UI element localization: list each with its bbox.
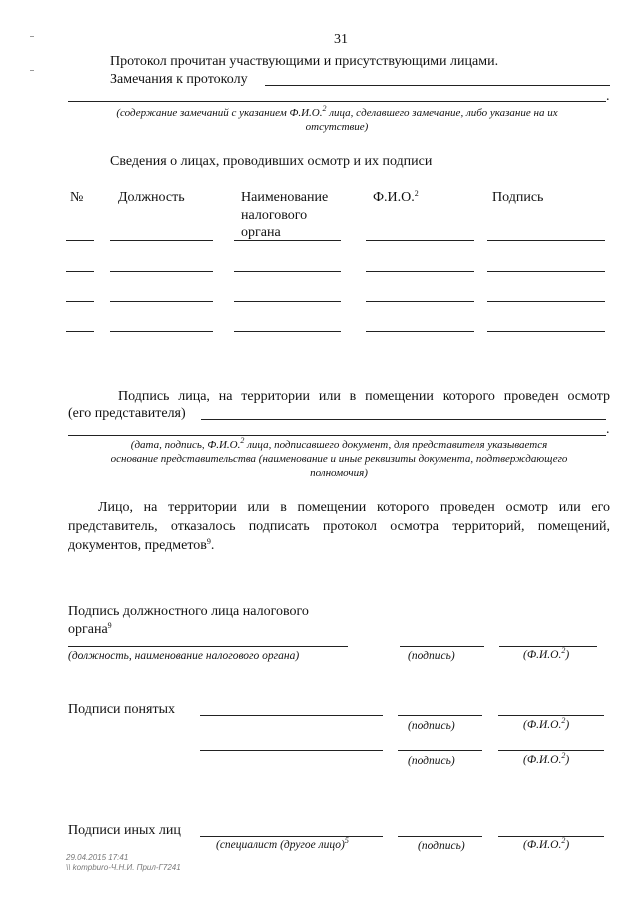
official-signature-line xyxy=(400,646,484,647)
cell-line xyxy=(487,271,605,272)
cell-line xyxy=(110,301,213,302)
column-number: № xyxy=(70,190,84,205)
other-person-signature-line xyxy=(398,836,482,837)
cell-line xyxy=(366,240,474,241)
remarks-caption: (содержание замечаний с указанием Ф.И.О.$^2$ лица, сделавшего замечание, либо указание на их отсутствие) xyxy=(116,104,558,133)
other-person-specialist-caption: (специалист (другое лицо)$^5$ xyxy=(216,836,349,851)
witness-2-signature-line xyxy=(398,750,482,751)
cell-line xyxy=(487,331,605,332)
scan-mark xyxy=(30,70,34,71)
refusal-paragraph xyxy=(68,498,610,555)
cell-line xyxy=(487,240,605,241)
witness-1-fio-line xyxy=(498,715,604,716)
cell-line xyxy=(66,240,94,241)
cell-line xyxy=(66,301,94,302)
official-signature-caption: (подпись) xyxy=(408,650,455,662)
cell-line xyxy=(366,271,474,272)
witness-2-name-caption: (Ф.И.О.$^2$) xyxy=(523,751,570,766)
cell-line xyxy=(110,271,213,272)
witness-2-name-line xyxy=(200,750,383,751)
owner-signature-caption: (дата, подпись, Ф.И.О.$^2$ лица, подписавшего документ, для представителя указывается основание представительства (наименование и иные реквизиты документа, подтверждающего полномочия) xyxy=(110,436,568,479)
cell-line xyxy=(66,271,94,272)
witnesses-label: Подписи понятых xyxy=(68,702,175,717)
remarks-dot: . xyxy=(606,89,610,104)
cell-line xyxy=(487,301,605,302)
official-signature-label: Подпись должностного лица налогового органа$^9$ xyxy=(68,604,309,637)
owner-signature-dot: . xyxy=(606,422,610,437)
witness-2-fio-line xyxy=(498,750,604,751)
official-position-line xyxy=(68,646,348,647)
other-person-signature-caption: (подпись) xyxy=(418,840,465,852)
cell-line xyxy=(234,240,341,241)
cell-line xyxy=(234,301,341,302)
official-position-caption: (должность, наименование налогового органа) xyxy=(68,650,300,662)
owner-signature-field-line-2 xyxy=(68,435,606,436)
other-person-specialist-line xyxy=(200,836,383,837)
official-name-caption: (Ф.И.О.$^2$) xyxy=(523,646,570,661)
witness-1-signature-caption: (подпись) xyxy=(408,720,455,732)
protocol-read-line: Протокол прочитан участвующими и присутствующими лицами. xyxy=(110,54,499,69)
print-footer xyxy=(66,853,181,873)
witness-2-signature-caption: (подпись) xyxy=(408,755,455,767)
remarks-field-line-2 xyxy=(68,101,606,102)
column-full-name: Ф.И.О.$^2$ xyxy=(373,189,419,205)
other-person-name-caption: (Ф.И.О.$^2$) xyxy=(523,836,570,851)
remarks-label: Замечания к протоколу xyxy=(110,72,248,87)
cell-line xyxy=(66,331,94,332)
page-number: 31 xyxy=(334,32,348,47)
footer-path: \\ kompburo-Ч.Н.И. Прил-Г7241 xyxy=(66,863,181,872)
refusal-line3: документов, предметов$^9$. xyxy=(68,537,215,553)
remarks-field-line xyxy=(265,85,610,86)
cell-line xyxy=(234,271,341,272)
owner-signature-field-line xyxy=(201,419,606,420)
witness-1-signature-line xyxy=(398,715,482,716)
cell-line xyxy=(366,301,474,302)
column-signature: Подпись xyxy=(492,190,544,205)
owner-signature-line2: (его представителя) xyxy=(68,406,186,421)
witness-1-name-caption: (Ф.И.О.$^2$) xyxy=(523,716,570,731)
other-person-fio-line xyxy=(498,836,604,837)
cell-line xyxy=(366,331,474,332)
witness-1-name-line xyxy=(200,715,383,716)
refusal-line2: представитель, отказалось подписать протокол осмотра территорий, помещений, xyxy=(68,519,610,534)
inspectors-heading: Сведения о лицах, проводивших осмотр и их подписи xyxy=(110,154,433,169)
footer-date: 29.04.2015 17:41 xyxy=(66,853,129,862)
cell-line xyxy=(110,331,213,332)
owner-signature-line1: Подпись лица, на территории или в помещении которого проведен осмотр xyxy=(118,389,610,404)
column-position: Должность xyxy=(118,190,185,205)
refusal-line1: Лицо, на территории или в помещении которого проведен осмотр или его xyxy=(98,500,610,515)
cell-line xyxy=(234,331,341,332)
scan-mark xyxy=(30,36,34,37)
other-persons-label: Подписи иных лиц xyxy=(68,823,181,838)
cell-line xyxy=(110,240,213,241)
column-tax-authority: Наименование налогового органа xyxy=(241,190,329,240)
official-name-line xyxy=(499,646,597,647)
